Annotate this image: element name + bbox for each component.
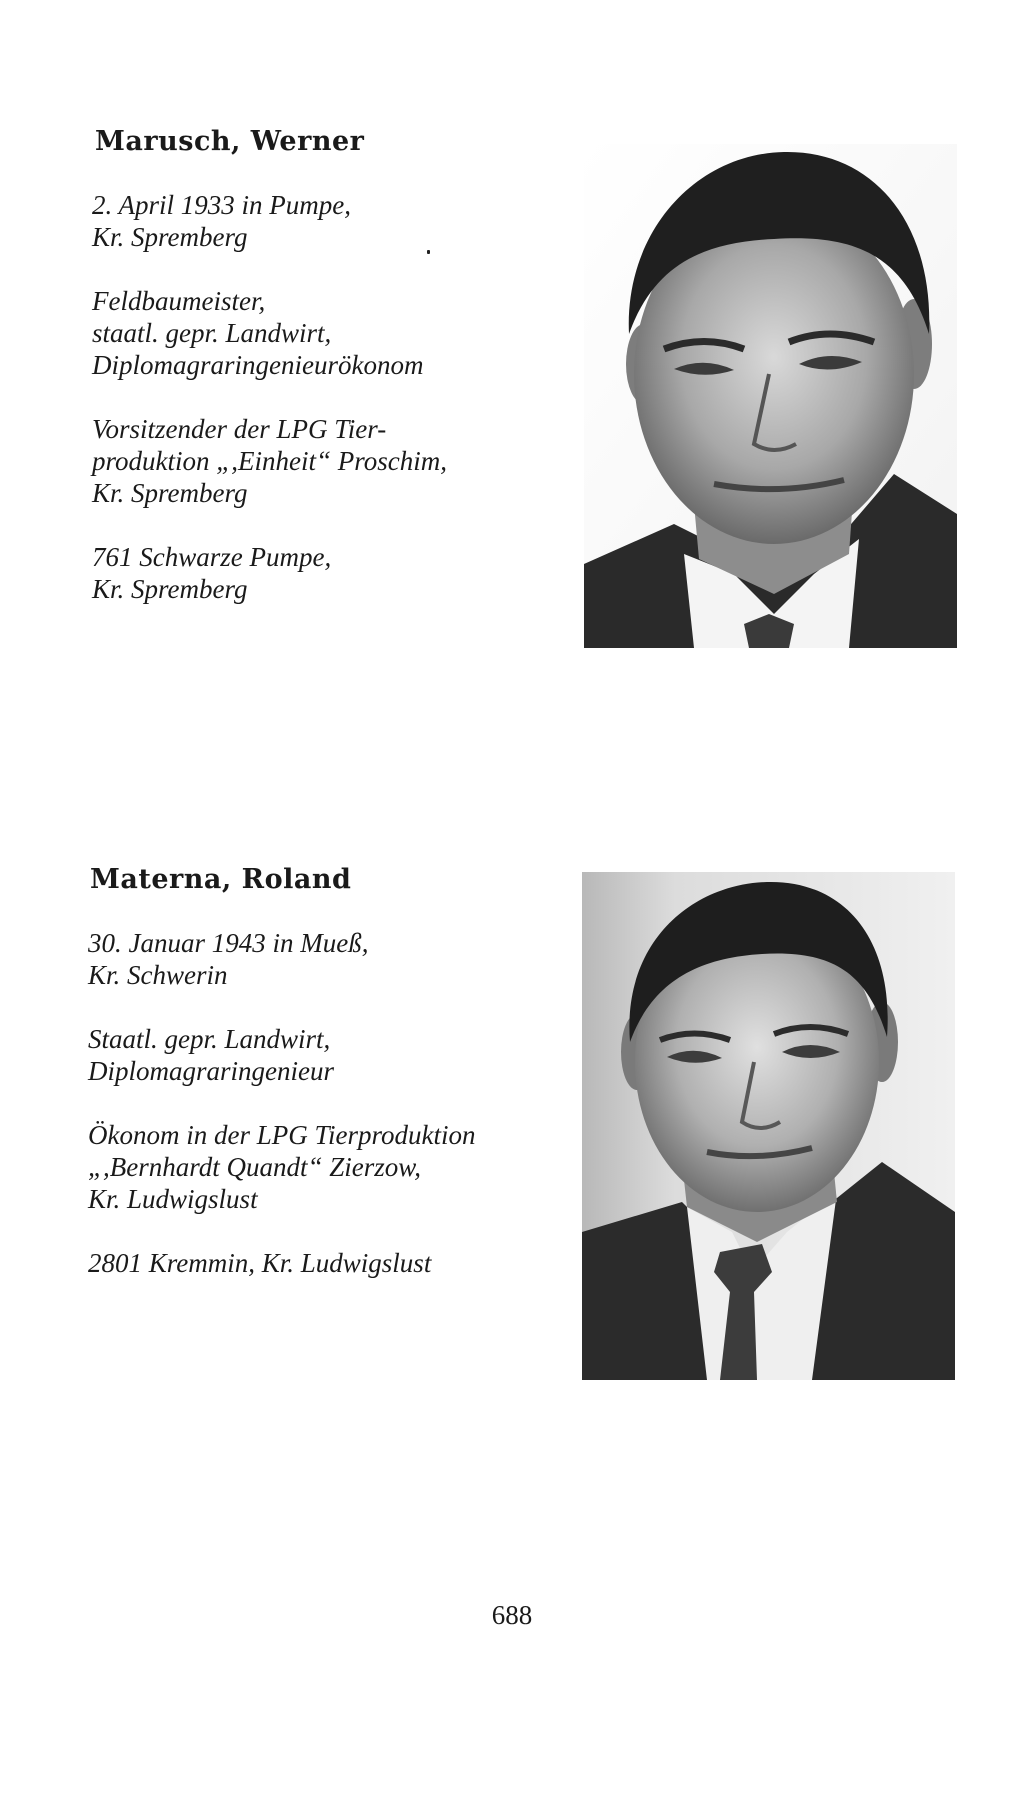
portrait-photo-icon (582, 872, 955, 1380)
birth-info (88, 927, 476, 991)
portrait-photo-marusch (584, 144, 957, 648)
entry-name-materna: Materna, Roland (90, 864, 352, 895)
position-line: Kr. Spremberg (92, 478, 248, 508)
qualification-line: Feldbaumeister, (92, 286, 266, 316)
address-line: 2801 Kremmin, Kr. Ludwigslust (88, 1248, 432, 1278)
position-line: produktion „,Einheit“ Proschim, (92, 446, 447, 476)
address-line: Kr. Spremberg (92, 574, 248, 604)
page-number: 688 (491, 1600, 533, 1630)
position-info (92, 413, 447, 509)
address-line: 761 Schwarze Pumpe, (92, 542, 332, 572)
birth-info (92, 189, 447, 253)
entry-details-materna (88, 927, 476, 1279)
portrait-photo-icon (584, 144, 957, 648)
birth-line: Kr. Spremberg (92, 222, 248, 252)
qualification-info (88, 1023, 476, 1087)
position-line: „,Bernhardt Quandt“ Zierzow, (88, 1152, 422, 1182)
position-info (88, 1119, 476, 1215)
position-line: Ökonom in der LPG Tierproduktion (88, 1120, 476, 1150)
address-info (92, 541, 447, 605)
qualification-line: Diplomagraringenieurökonom (92, 350, 424, 380)
entry-details-marusch (92, 189, 447, 605)
position-line: Vorsitzender der LPG Tier- (92, 414, 387, 444)
print-speck (427, 250, 430, 254)
entry-name-marusch: Marusch, Werner (95, 126, 365, 157)
birth-line: 2. April 1933 in Pumpe, (92, 190, 351, 220)
qualification-info (92, 285, 447, 381)
qualification-line: Staatl. gepr. Landwirt, (88, 1024, 331, 1054)
position-line: Kr. Ludwigslust (88, 1184, 258, 1214)
birth-line: Kr. Schwerin (88, 960, 228, 990)
qualification-line: staatl. gepr. Landwirt, (92, 318, 332, 348)
birth-line: 30. Januar 1943 in Mueß, (88, 928, 369, 958)
qualification-line: Diplomagraringenieur (88, 1056, 334, 1086)
portrait-photo-materna (582, 872, 955, 1380)
address-info (88, 1247, 476, 1279)
